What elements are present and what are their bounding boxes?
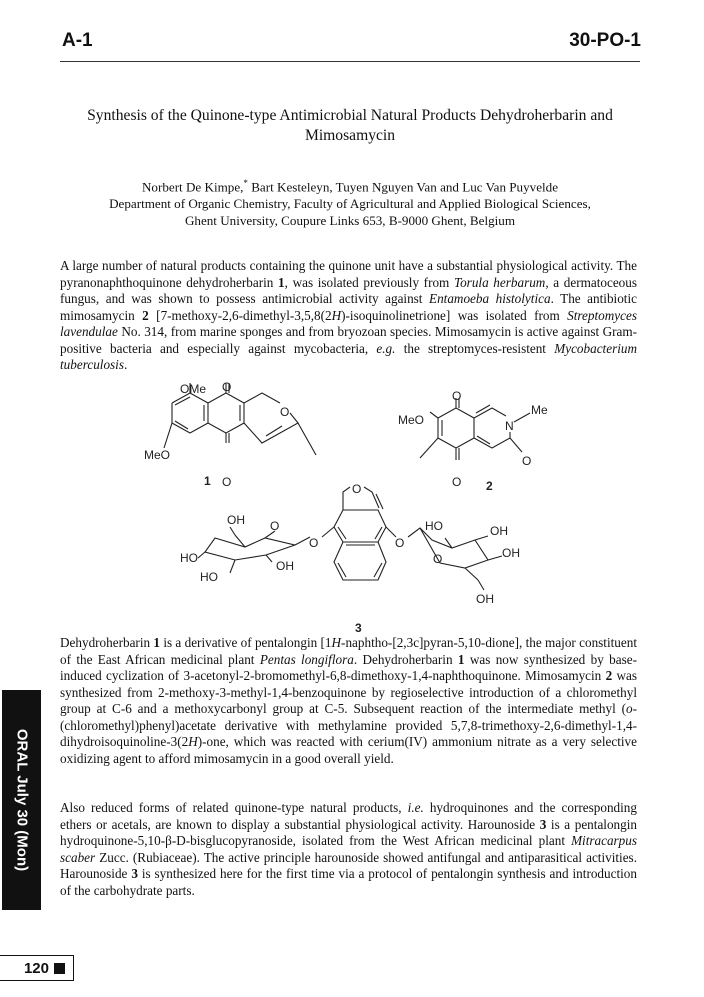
c3-oh-right-mid: OH: [502, 546, 520, 560]
c2-n: N: [505, 419, 514, 433]
page-number: 120: [23, 960, 49, 977]
c3-o-left-link: O: [309, 536, 319, 550]
c2-o-top: O: [452, 389, 462, 403]
paragraph-synthesis: Dehydroherbarin 1 is a derivative of pentalongin [1H-naphtho-[2,3c]pyran-5,10-dione], the major constituent of the East African medicinal plant Pentas longiflora. Dehydroherbarin 1 was now synthesized by base-induced cyclization of 3-acetonyl-2-bromomethyl-6,8-dimethoxy-1,4-naphthoquinone. Mimosamycin 2 was synthesized from 2-methoxy-3-methyl-1,4-benzoquinone by regioselective introduction of a chloromethyl group at C-6 and a methoxycarbonyl group at C-5. Subsequent reaction of the intermediate methyl (o-(chloromethyl)phenyl)acetate derivative with methylamine provided 5,7,8-trimethoxy-2,6-dimethyl-1,4-dihydroisoquinoline-3(2H)-one, which was reacted with cerium(IV) ammonium nitrate as a very selective oxidizing agent to afford mimosamycin in a good overall yield.: [60, 635, 638, 766]
c1-o-bottom: O: [222, 475, 232, 489]
compound-3-label: 3: [355, 621, 362, 635]
session-side-tab-label: ORAL July 30 (Mon): [13, 728, 30, 872]
compound-1-label: 1: [204, 474, 211, 488]
c3-oh-left-mid: OH: [276, 559, 294, 573]
abstract-code: 30-PO-1: [569, 30, 641, 51]
c3-oh-right-top: OH: [490, 524, 508, 538]
c3-ho-left-bottom: HO: [200, 570, 218, 584]
affiliation-line-1: Department of Organic Chemistry, Faculty of Agricultural and Applied Biological Sciences,: [109, 196, 591, 212]
title-line-2: Mimosamycin: [304, 127, 396, 144]
c3-oh-right-bottom: OH: [476, 592, 494, 606]
author-first: Norbert De Kimpe,: [141, 179, 244, 195]
compound-2-labels: [398, 389, 548, 493]
c3-o-right-ring: O: [433, 552, 443, 566]
c3-o-left-ring: O: [270, 519, 280, 533]
compound-3-structure: [198, 487, 502, 590]
paragraph-harounoside: Also reduced forms of related quinone-type natural products, i.e. hydroquinones and the corresponding ethers or acetals, are known to display a substantial physiological activity. Harounoside 3 is a pentalongin hydroquinone-5,10-β-D-bisglucopyranoside, isolated from the West African medicinal plant Mitracarpus scaber Zucc. (Rubiaceae). The active principle harounoside showed antifungal and antiparasitical activities. Harounoside 3 is synthesized here for the first time via a protocol of pentalongin synthesis and introduction of the carbohydrate parts.: [60, 800, 637, 898]
author-others: Bart Kesteleyn, Tuyen Nguyen Van and Luc Van Puyvelde: [247, 179, 559, 195]
session-side-tab: [2, 690, 41, 910]
affiliation-line-2: Ghent University, Coupure Links 653, B-9000 Ghent, Belgium: [184, 213, 516, 229]
c2-o-right: O: [522, 454, 532, 468]
c3-oh-left-top: OH: [227, 513, 245, 527]
c3-ho-left: HO: [180, 551, 198, 565]
page-number-box: [0, 955, 74, 981]
corresponding-author-mark: *: [243, 178, 248, 188]
c1-ome-top: OMe: [180, 382, 207, 396]
c3-o-right-link: O: [395, 536, 405, 550]
c3-o-pyran: O: [352, 482, 362, 496]
paragraph-intro: A large number of natural products containing the quinone unit have a substantial physiological activity. The pyranonaphthoquinone dehydroherbarin 1, was isolated previously from Torula herbarum, a dermatoceous fungus, and was shown to possess antimicrobial activity against Entamoeba histolytica. The antibiotic mimosamycin 2 [7-methoxy-2,6-dimethyl-3,5,8(2H)-isoquinolinetrione] was isolated from Streptomyces lavendulae No. 314, from marine sponges and from bryozoan species. Mimosamycin is active against Gram-positive bacteria and especially against mycobacteria, e.g. the streptomyces-resistent Mycobacterium tuberculosis.: [60, 258, 637, 372]
c3-ho-right: HO: [425, 519, 443, 533]
c2-o-bottom: O: [452, 475, 462, 489]
c2-me: Me: [531, 403, 548, 417]
c1-o-top: O: [222, 380, 232, 394]
c1-meo-left: MeO: [144, 448, 171, 462]
c1-o-ring: O: [280, 405, 290, 419]
section-code: A-1: [62, 30, 93, 51]
title-line-1: Synthesis of the Quinone-type Antimicrobial Natural Products Dehydroherbarin and: [87, 107, 613, 124]
compound-2-label: 2: [486, 479, 493, 493]
c2-meo: MeO: [398, 413, 425, 427]
page-marker-square-icon: [54, 963, 65, 974]
